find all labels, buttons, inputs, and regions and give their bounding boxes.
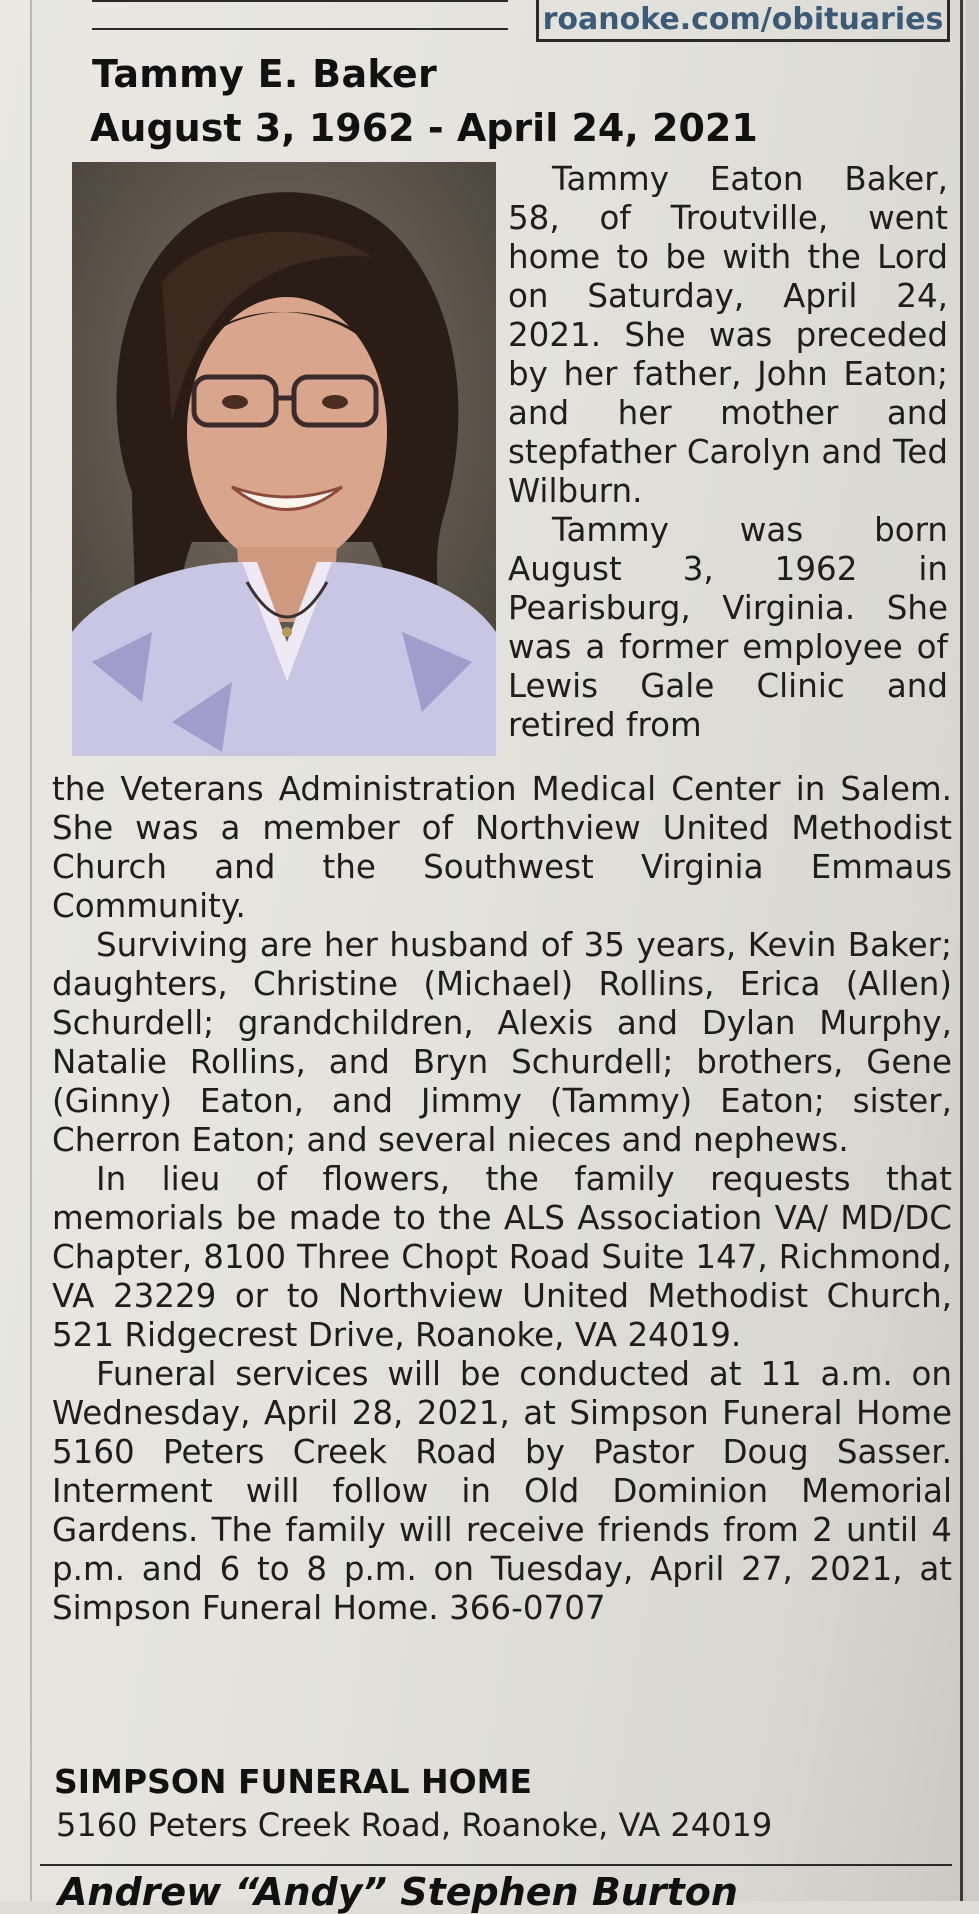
- column-edge-left: [30, 0, 32, 1901]
- portrait-photo-icon: [72, 162, 496, 756]
- portrait-photo: [72, 162, 496, 756]
- obituaries-url: roanoke.com/obituaries: [542, 1, 944, 37]
- paragraph-2-start: Tammy was born August 3, 1962 in Pearisburg, Virginia. She was a former employee of Lewis Gale Clinic and retired from: [508, 511, 948, 744]
- next-obituary-title: Andrew “Andy” Stephen Burton: [58, 1870, 738, 1914]
- funeral-home-name: SIMPSON FUNERAL HOME: [54, 1762, 533, 1801]
- paragraph-4: In lieu of flowers, the family requests that memorials be made to the ALS Association VA/ MD/DC Chapter, 8100 Three Chopt Road Suite 147, Richmond, VA 23229 or to Northview United Methodist Church, 521 Ridgecrest Drive, Roanoke, VA 24019.: [52, 1160, 952, 1354]
- bottom-rule: [40, 1864, 952, 1866]
- obituary-body-wrap: [508, 160, 948, 745]
- paragraph-2-end: the Veterans Administration Medical Center in Salem. She was a member of Northview United Methodist Church and the Southwest Virginia Emmaus Community.: [52, 770, 952, 925]
- header-rule: [92, 28, 508, 30]
- paragraph-1: Tammy Eaton Baker, 58, of Troutville, went home to be with the Lord on Saturday, April 24, 2021. She was preceded by her father, John Eaton; and her mother and stepfather Carolyn and Ted Wilburn.: [508, 160, 948, 510]
- adjacent-column: [966, 0, 979, 1901]
- obituary-body-full: [52, 770, 952, 1628]
- paragraph-5: Funeral services will be conducted at 11 a.m. on Wednesday, April 28, 2021, at Simpson Funeral Home 5160 Peters Creek Road by Pastor Doug Sasser. Interment will follow in Old Dominion Memorial Gardens. The family will receive friends from 2 until 4 p.m. and 6 to 8 p.m. on Tuesday, April 27, 2021, at Simpson Funeral Home. 366-0707: [52, 1355, 952, 1627]
- obituary-name: Tammy E. Baker: [92, 52, 438, 96]
- url-box: [536, 0, 950, 42]
- column-divider: [960, 0, 963, 1901]
- paragraph-3: Surviving are her husband of 35 years, Kevin Baker; daughters, Christine (Michael) Rollins, Erica (Allen) Schurdell; grandchildren, Alexis and Dylan Murphy, Natalie Rollins, and Bryn Schurdell; brothers, Gene (Ginny) Eaton, and Jimmy (Tammy) Eaton; sister, Cherron Eaton; and several nieces and nephews.: [52, 926, 952, 1159]
- top-rule: [92, 0, 508, 2]
- obituary-dates: August 3, 1962 - April 24, 2021: [90, 106, 758, 150]
- funeral-home-address: 5160 Peters Creek Road, Roanoke, VA 24019: [56, 1806, 773, 1844]
